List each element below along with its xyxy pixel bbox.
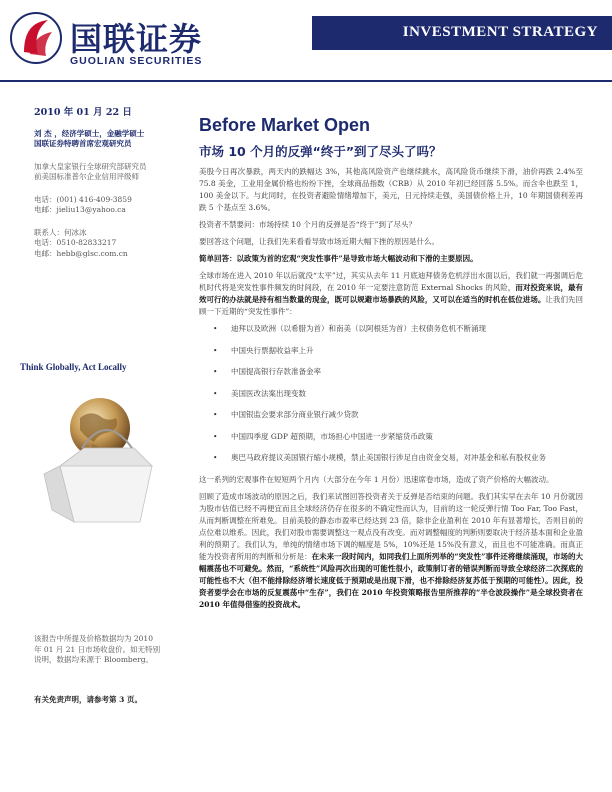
guolian-logo-icon bbox=[8, 10, 64, 66]
bio-line: 加拿大皇家银行全球研究部研究员 bbox=[34, 161, 147, 171]
page-header bbox=[0, 0, 612, 80]
report-subtitle: 市场 10 个月的反弹“终于”到了尽头了吗？ bbox=[199, 144, 442, 159]
paragraph-question: 投资者不禁要问：市场持续 10 个月的反弹是否“终于”到了尽头？ bbox=[199, 220, 416, 229]
contact-line: 电话：(001) 416-409-3859 bbox=[34, 194, 132, 204]
secondary-contact bbox=[34, 228, 184, 260]
contact-line: 电话：0510-82833217 bbox=[34, 238, 117, 247]
shocks-text: 全球市场在进入 2010 年以后就没“太平”过，其实从去年 11 月底迪拜债务危机浮出水面以后，我们就一再强调后危机时代将是突发性事件频发的时间段，在 2010 年一定要注意防范 External Shocks 的风险， bbox=[199, 271, 583, 292]
paragraph-market-drop: 美股今日再次暴跌，两天内的跌幅达 3%，其他高风险资产也继续跳水，高风险货币继续下滑，油价再跌 2.4%至 75.8 美金，工业用金属价格也纷纷下挫，全球商品指数（CRB）从 2010 年初已经回落 5.5%。而含伞也跌至 1，100 美金以下。与此同时，在投资者避险情绪增加下，美元，日元持续走强，美国债价格上升，10 年期国债利差再跌 5 个基点至 3.6%。 bbox=[199, 167, 583, 212]
shocks-tail: 让我们先回顾一下近期的“突发性事件”： bbox=[199, 295, 584, 316]
header-divider bbox=[0, 80, 612, 82]
globe-takeout-box-image bbox=[22, 382, 172, 532]
list-item: • 中国提高银行存款准备金率 bbox=[199, 366, 583, 378]
list-item: • 迪拜以及欧洲（以希腊为首）和南美（以阿根廷为首）主权债务危机不断涌现 bbox=[199, 323, 583, 335]
paragraph-short-answer: 简单回答：以政策为首的宏观“突发性事件”是导致市场大幅波动和下滑的主要原因。 bbox=[199, 254, 478, 263]
contact-line: 电邮：jieliu13@yahoo.ca bbox=[34, 205, 126, 214]
banner-title: INVESTMENT STRATEGY bbox=[402, 24, 598, 40]
data-note bbox=[34, 634, 184, 666]
report-date: 2010 年 01 月 22 日 bbox=[34, 107, 132, 118]
paragraph-outlook bbox=[199, 491, 583, 611]
note-line: 该报告中所提及价格数据均为 2010 bbox=[34, 634, 153, 643]
disclaimer-note: 有关免责声明，请参考第 3 页。 bbox=[34, 695, 142, 704]
contact-line: 电邮：hebb@glsc.com.cn bbox=[34, 248, 128, 258]
contact-line: 联系人：何冰冰 bbox=[34, 227, 87, 237]
bio-line: 前美国标准普尔企业信用评级师 bbox=[34, 172, 139, 181]
paragraph-shocks bbox=[199, 270, 583, 318]
list-item: • 中国央行票据收益率上升 bbox=[199, 345, 583, 357]
paragraph-impact: 这一系列的宏观事件在短短两个月内（大部分在今年 1 月份）迅速席卷市场，造成了资产价格的大幅波动。 bbox=[199, 474, 554, 484]
list-item: • 奥巴马政府提议美国银行缩小规模，禁止美国银行涉足自由资金交易，对冲基金和私有股权业务 bbox=[199, 452, 583, 464]
list-item: • 中国银监会要求部分商业银行减少贷款 bbox=[199, 409, 583, 421]
logo-chinese-name: 国联证券 bbox=[70, 20, 203, 58]
outlook-text: 回顾了造成市场波动的原因之后，我们来试图回答投资者关于反弹是否结束的问题。我们其实早在去年 10 月份就因为股市估值已经不再便宜而且全球经济仍存在很多的不确定性而认为，目前的这一轮反弹行情 Too Far, Too Fast，从而判断调整在所难免。目前美股的静态市盈率已经达到 23 倍，除非企业盈利在 2010 年有显著增长，否则目前的点位难以维系。因此，我们对股市需要调整这一观点没有改变。而对调整幅度的判断则要取决于经济基本面和企业盈利的预期了。我们认为，单纯的情绪市场下调的幅度是 5%，10%还是 15%没有意义，而且也不可能准确。而真正能为投资者所用的判断和分析是： bbox=[199, 491, 583, 561]
sidebar bbox=[34, 108, 184, 271]
main-content bbox=[199, 115, 583, 616]
logo-english-name: GUOLIAN SECURITIES bbox=[70, 55, 203, 67]
shock-events-list bbox=[199, 323, 583, 464]
paragraph-intro: 要回答这个问题，让我们先来看看导致市场近期大幅下挫的原因是什么。 bbox=[199, 237, 439, 246]
shocks-emphasis: 而对投资来说，最有效可行的办法就是持有相当数量的现金，既可以规避市场暴跌的风险，又可以在适当的时机在低位进场。 bbox=[199, 283, 584, 304]
header-banner bbox=[312, 16, 612, 50]
author-line: 刘 杰 ，经济学硕士，金融学硕士 bbox=[34, 128, 145, 138]
list-item: • 美国医改法案出现变数 bbox=[199, 388, 583, 400]
report-title: Before Market Open bbox=[199, 115, 371, 135]
sidebar-slogan: Think Globally, Act Locally bbox=[20, 362, 127, 372]
list-item: • 中国四季度 GDP 超预期，市场担心中国进一步紧缩货币政策 bbox=[199, 431, 583, 443]
outlook-emphasis: 在未来一段时间内，如同我们上面所列举的“突发性”事件还将继续涌现，市场的大幅震荡也不可避免。然而，“系统性”风险再次出现的可能性很小，政策制订者的错误判断而导致全球经济二次探底的可能性也不大（但不能排除经济增长速度低于预期或是出现下滑，也不排除经济复苏低于预期的可能性）。因此，投资者要学会在市场的反复震荡中“生存”，我们在 2010 年投资策略报告里所推荐的“半仓波段操作”是全球投资者在 2010 年值得借鉴的投资战术。 bbox=[199, 551, 583, 609]
author-bio bbox=[34, 162, 184, 183]
author-contact bbox=[34, 195, 184, 216]
note-line: 说明，数据均来源于 Bloomberg。 bbox=[34, 655, 154, 664]
note-line: 年 01 月 21 日市场收盘价。如无特别 bbox=[34, 644, 161, 654]
author-block bbox=[34, 129, 184, 150]
author-line: 国联证券特聘首席宏观研究员 bbox=[34, 139, 132, 148]
